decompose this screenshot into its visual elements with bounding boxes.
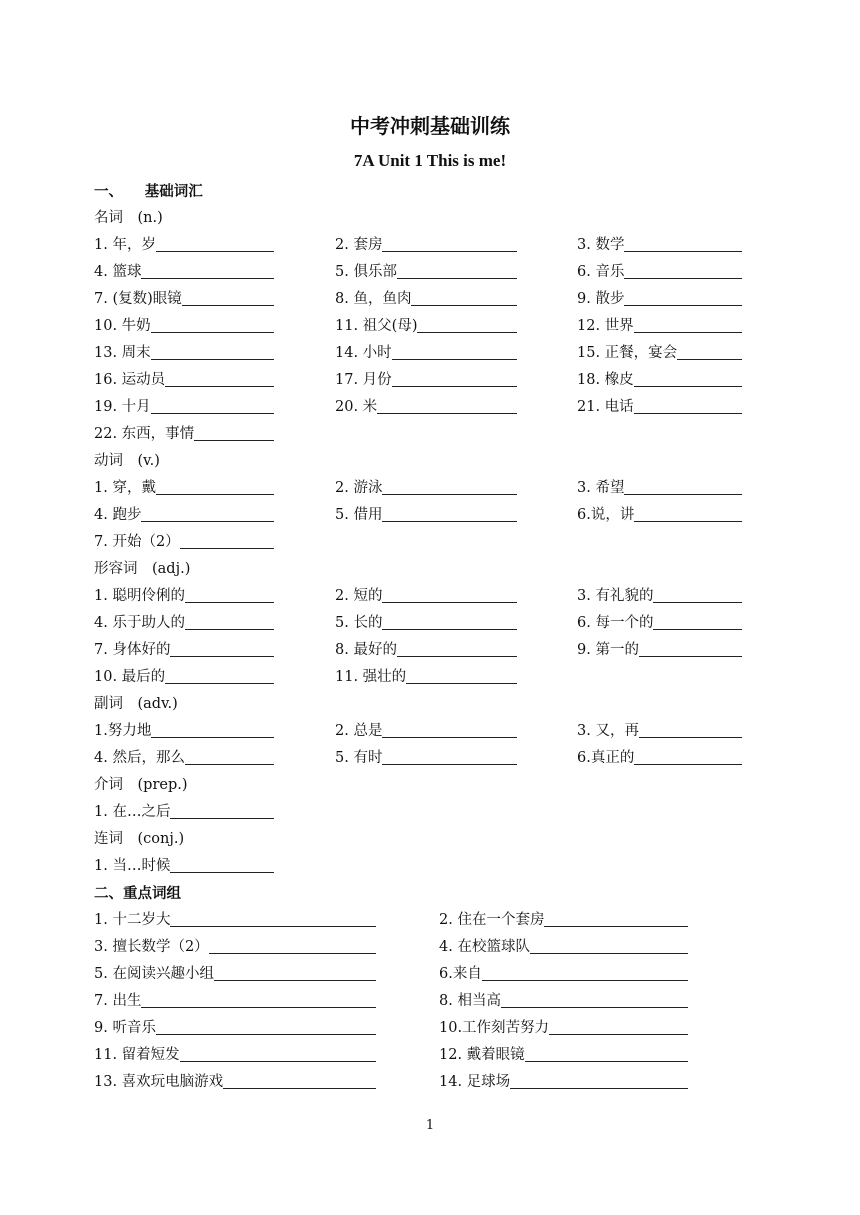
exercise-item xyxy=(94,502,274,529)
word-class-label xyxy=(94,448,794,475)
exercise-prompt: 3. 擅长数学（2） xyxy=(94,939,209,955)
exercise-prompt: 3. 又，再 xyxy=(577,723,639,739)
exercise-row xyxy=(94,907,794,934)
answer-blank[interactable] xyxy=(185,747,274,765)
exercise-item xyxy=(335,718,517,745)
answer-blank[interactable] xyxy=(214,963,376,981)
exercise-prompt: 21. 电话 xyxy=(577,399,634,415)
answer-blank[interactable] xyxy=(223,1071,376,1089)
page-number: 1 xyxy=(425,1118,435,1133)
exercise-item xyxy=(94,961,376,988)
exercise-prompt: 8. 相当高 xyxy=(439,993,501,1009)
answer-blank[interactable] xyxy=(382,477,517,495)
exercise-item xyxy=(94,988,376,1015)
answer-blank[interactable] xyxy=(151,720,274,738)
exercise-item xyxy=(94,907,376,934)
answer-blank[interactable] xyxy=(151,315,274,333)
exercise-prompt: 6. 每一个的 xyxy=(577,615,654,631)
heading-text: 一、 基础词汇 xyxy=(94,183,203,200)
answer-blank[interactable] xyxy=(182,288,274,306)
answer-blank[interactable] xyxy=(382,234,517,252)
exercise-row xyxy=(94,232,794,259)
exercise-prompt: 13. 喜欢玩电脑游戏 xyxy=(94,1074,224,1090)
exercise-prompt: 1.努力地 xyxy=(94,723,152,739)
label-text: 形容词 (adj.) xyxy=(94,561,191,577)
exercise-prompt: 1. 十二岁大 xyxy=(94,912,171,928)
exercise-item xyxy=(94,367,274,394)
label-text: 介词 (prep.) xyxy=(94,777,188,793)
answer-blank[interactable] xyxy=(653,612,742,630)
exercise-item xyxy=(94,340,274,367)
exercise-prompt: 6.真正的 xyxy=(577,750,635,766)
exercise-item xyxy=(577,340,742,367)
exercise-prompt: 2. 住在一个套房 xyxy=(439,912,545,928)
answer-blank[interactable] xyxy=(170,909,376,927)
answer-blank[interactable] xyxy=(170,855,274,873)
exercise-item xyxy=(335,502,517,529)
word-class-label xyxy=(94,205,794,232)
word-class-label xyxy=(94,691,794,718)
exercise-item xyxy=(94,529,274,556)
exercise-prompt: 17. 月份 xyxy=(335,372,392,388)
answer-blank[interactable] xyxy=(482,963,688,981)
exercise-item xyxy=(335,583,517,610)
answer-blank[interactable] xyxy=(634,504,742,522)
exercise-item xyxy=(439,1015,688,1042)
section-heading xyxy=(94,178,794,205)
exercise-item xyxy=(94,610,274,637)
answer-blank[interactable] xyxy=(180,1044,376,1062)
answer-blank[interactable] xyxy=(141,990,376,1008)
answer-blank[interactable] xyxy=(141,504,274,522)
exercise-item xyxy=(577,367,742,394)
answer-blank[interactable] xyxy=(397,639,517,657)
exercise-row xyxy=(94,313,794,340)
exercise-row xyxy=(94,1015,794,1042)
answer-blank[interactable] xyxy=(544,909,688,927)
exercise-item xyxy=(94,583,274,610)
exercise-row xyxy=(94,853,794,880)
exercise-prompt: 2. 套房 xyxy=(335,237,383,253)
exercise-item xyxy=(94,286,274,313)
answer-blank[interactable] xyxy=(392,369,517,387)
exercise-prompt: 3. 数学 xyxy=(577,237,625,253)
exercise-item xyxy=(439,1042,688,1069)
exercise-prompt: 7. (复数)眼镜 xyxy=(94,291,182,307)
exercise-item xyxy=(577,394,742,421)
answer-blank[interactable] xyxy=(417,315,517,333)
answer-blank[interactable] xyxy=(377,396,517,414)
exercise-prompt: 6. 音乐 xyxy=(577,264,625,280)
exercise-row xyxy=(94,1042,794,1069)
exercise-prompt: 4. 乐于助人的 xyxy=(94,615,185,631)
exercise-prompt: 6.来自 xyxy=(439,966,482,982)
answer-blank[interactable] xyxy=(634,369,742,387)
exercise-row xyxy=(94,961,794,988)
exercise-item xyxy=(335,610,517,637)
exercise-item xyxy=(577,637,742,664)
exercise-prompt: 22. 东西，事情 xyxy=(94,426,195,442)
label-text: 副词 (adv.) xyxy=(94,696,178,712)
exercise-item xyxy=(94,1042,376,1069)
word-class-label xyxy=(94,826,794,853)
answer-blank[interactable] xyxy=(170,801,274,819)
exercise-prompt: 3. 有礼貌的 xyxy=(577,588,654,604)
page-title: 中考冲刺基础训练 xyxy=(350,114,510,138)
exercise-prompt: 1. 当…时候 xyxy=(94,858,171,874)
exercise-item xyxy=(439,988,688,1015)
exercise-prompt: 4. 在校篮球队 xyxy=(439,939,530,955)
exercise-item xyxy=(94,313,274,340)
exercise-prompt: 18. 橡皮 xyxy=(577,372,634,388)
answer-blank[interactable] xyxy=(141,261,274,279)
exercise-prompt: 11. 强壮的 xyxy=(335,669,407,685)
exercise-prompt: 4. 篮球 xyxy=(94,264,142,280)
exercise-prompt: 8. 最好的 xyxy=(335,642,397,658)
exercise-item xyxy=(335,475,517,502)
answer-blank[interactable] xyxy=(397,261,517,279)
exercise-prompt: 5. 长的 xyxy=(335,615,383,631)
answer-blank[interactable] xyxy=(165,369,274,387)
exercise-prompt: 11. 留着短发 xyxy=(94,1047,180,1063)
exercise-row xyxy=(94,610,794,637)
exercise-item xyxy=(439,907,688,934)
exercise-row xyxy=(94,718,794,745)
answer-blank[interactable] xyxy=(549,1017,688,1035)
page-subtitle: 7A Unit 1 This is me! xyxy=(353,151,507,170)
answer-blank[interactable] xyxy=(624,477,742,495)
exercise-item xyxy=(335,340,517,367)
exercise-item xyxy=(94,1069,376,1096)
section-heading xyxy=(94,880,794,907)
answer-blank[interactable] xyxy=(209,936,376,954)
exercise-prompt: 1. 年，岁 xyxy=(94,237,156,253)
exercise-item xyxy=(577,583,742,610)
exercise-item xyxy=(94,745,274,772)
exercise-row xyxy=(94,259,794,286)
exercise-item xyxy=(94,934,376,961)
exercise-row xyxy=(94,529,794,556)
exercise-row xyxy=(94,421,794,448)
answer-blank[interactable] xyxy=(165,666,274,684)
exercise-prompt: 4. 跑步 xyxy=(94,507,142,523)
exercise-item xyxy=(94,421,274,448)
answer-blank[interactable] xyxy=(624,261,742,279)
exercise-item xyxy=(335,313,517,340)
exercise-item xyxy=(335,367,517,394)
exercise-item xyxy=(577,475,742,502)
exercise-row xyxy=(94,664,794,691)
exercise-prompt: 1. 在…之后 xyxy=(94,804,171,820)
exercise-item xyxy=(94,475,274,502)
answer-blank[interactable] xyxy=(501,990,688,1008)
answer-blank[interactable] xyxy=(624,288,742,306)
exercise-prompt: 5. 在阅读兴趣小组 xyxy=(94,966,214,982)
exercise-item xyxy=(94,853,274,880)
exercise-prompt: 15. 正餐，宴会 xyxy=(577,345,678,361)
exercise-prompt: 20. 米 xyxy=(335,399,378,415)
exercise-prompt: 2. 游泳 xyxy=(335,480,383,496)
exercise-item xyxy=(94,232,274,259)
exercise-prompt: 4. 然后，那么 xyxy=(94,750,185,766)
answer-blank[interactable] xyxy=(653,585,742,603)
answer-blank[interactable] xyxy=(525,1044,688,1062)
exercise-prompt: 10.工作刻苦努力 xyxy=(439,1020,550,1036)
exercise-item xyxy=(335,394,517,421)
answer-blank[interactable] xyxy=(411,288,517,306)
answer-blank[interactable] xyxy=(392,342,517,360)
answer-blank[interactable] xyxy=(156,477,274,495)
exercise-prompt: 6.说，讲 xyxy=(577,507,635,523)
exercise-prompt: 16. 运动员 xyxy=(94,372,166,388)
exercise-prompt: 12. 世界 xyxy=(577,318,634,334)
exercise-row xyxy=(94,394,794,421)
exercise-row xyxy=(94,340,794,367)
exercise-item xyxy=(335,745,517,772)
exercise-item xyxy=(335,232,517,259)
exercise-prompt: 3. 希望 xyxy=(577,480,625,496)
answer-blank[interactable] xyxy=(639,720,742,738)
exercise-item xyxy=(577,718,742,745)
exercise-prompt: 7. 身体好的 xyxy=(94,642,171,658)
exercise-item xyxy=(577,745,742,772)
answer-blank[interactable] xyxy=(634,396,742,414)
answer-blank[interactable] xyxy=(510,1071,688,1089)
answer-blank[interactable] xyxy=(677,342,742,360)
word-class-label xyxy=(94,556,794,583)
word-class-label xyxy=(94,772,794,799)
answer-blank[interactable] xyxy=(382,585,517,603)
answer-blank[interactable] xyxy=(382,747,517,765)
answer-blank[interactable] xyxy=(382,612,517,630)
exercise-row xyxy=(94,988,794,1015)
exercise-prompt: 7. 出生 xyxy=(94,993,142,1009)
exercise-prompt: 14. 小时 xyxy=(335,345,392,361)
answer-blank[interactable] xyxy=(382,720,517,738)
exercise-row xyxy=(94,475,794,502)
answer-blank[interactable] xyxy=(151,342,274,360)
exercise-prompt: 9. 第一的 xyxy=(577,642,639,658)
exercise-item xyxy=(577,502,742,529)
exercise-item xyxy=(439,934,688,961)
heading-text: 二、重点词组 xyxy=(94,885,181,902)
exercise-item xyxy=(439,961,688,988)
exercise-item xyxy=(335,637,517,664)
answer-blank[interactable] xyxy=(624,234,742,252)
exercise-item xyxy=(94,1015,376,1042)
exercise-prompt: 7. 开始（2） xyxy=(94,534,180,550)
exercise-row xyxy=(94,583,794,610)
exercise-item xyxy=(94,259,274,286)
exercise-prompt: 2. 总是 xyxy=(335,723,383,739)
exercise-row xyxy=(94,286,794,313)
exercise-item xyxy=(335,664,517,691)
exercise-prompt: 2. 短的 xyxy=(335,588,383,604)
exercise-item xyxy=(439,1069,688,1096)
exercise-prompt: 14. 足球场 xyxy=(439,1074,511,1090)
exercise-prompt: 9. 散步 xyxy=(577,291,625,307)
exercise-item xyxy=(577,610,742,637)
exercise-item xyxy=(94,718,274,745)
exercise-prompt: 13. 周末 xyxy=(94,345,151,361)
exercise-prompt: 10. 最后的 xyxy=(94,669,166,685)
answer-blank[interactable] xyxy=(634,315,742,333)
label-text: 连词 (conj.) xyxy=(94,831,185,847)
exercise-prompt: 10. 牛奶 xyxy=(94,318,151,334)
exercise-item xyxy=(577,232,742,259)
answer-blank[interactable] xyxy=(180,531,274,549)
exercise-prompt: 12. 戴着眼镜 xyxy=(439,1047,525,1063)
exercise-prompt: 11. 祖父(母) xyxy=(335,318,418,334)
exercise-prompt: 19. 十月 xyxy=(94,399,151,415)
exercise-prompt: 8. 鱼，鱼肉 xyxy=(335,291,412,307)
exercise-prompt: 1. 聪明伶俐的 xyxy=(94,588,185,604)
exercise-row xyxy=(94,1069,794,1096)
answer-blank[interactable] xyxy=(382,504,517,522)
exercise-row xyxy=(94,934,794,961)
exercise-item xyxy=(94,394,274,421)
exercise-row xyxy=(94,637,794,664)
answer-blank[interactable] xyxy=(639,639,742,657)
answer-blank[interactable] xyxy=(156,1017,376,1035)
exercise-row xyxy=(94,502,794,529)
exercise-item xyxy=(94,637,274,664)
answer-blank[interactable] xyxy=(185,612,274,630)
exercise-item xyxy=(577,313,742,340)
exercise-item xyxy=(577,286,742,313)
answer-blank[interactable] xyxy=(194,423,274,441)
exercise-item xyxy=(335,286,517,313)
answer-blank[interactable] xyxy=(170,639,274,657)
exercise-row xyxy=(94,367,794,394)
exercise-prompt: 9. 听音乐 xyxy=(94,1020,156,1036)
exercise-prompt: 5. 借用 xyxy=(335,507,383,523)
exercise-item xyxy=(577,259,742,286)
exercise-item xyxy=(94,664,274,691)
answer-blank[interactable] xyxy=(530,936,688,954)
label-text: 动词 (v.) xyxy=(94,453,160,469)
label-text: 名词 (n.) xyxy=(94,210,163,226)
answer-blank[interactable] xyxy=(151,396,274,414)
answer-blank[interactable] xyxy=(634,747,742,765)
exercise-prompt: 5. 有时 xyxy=(335,750,383,766)
exercise-item xyxy=(335,259,517,286)
exercise-row xyxy=(94,799,794,826)
answer-blank[interactable] xyxy=(156,234,274,252)
answer-blank[interactable] xyxy=(185,585,274,603)
exercise-prompt: 5. 俱乐部 xyxy=(335,264,397,280)
exercise-prompt: 1. 穿，戴 xyxy=(94,480,156,496)
exercise-row xyxy=(94,745,794,772)
exercise-body xyxy=(94,178,794,1096)
answer-blank[interactable] xyxy=(406,666,517,684)
exercise-item xyxy=(94,799,274,826)
